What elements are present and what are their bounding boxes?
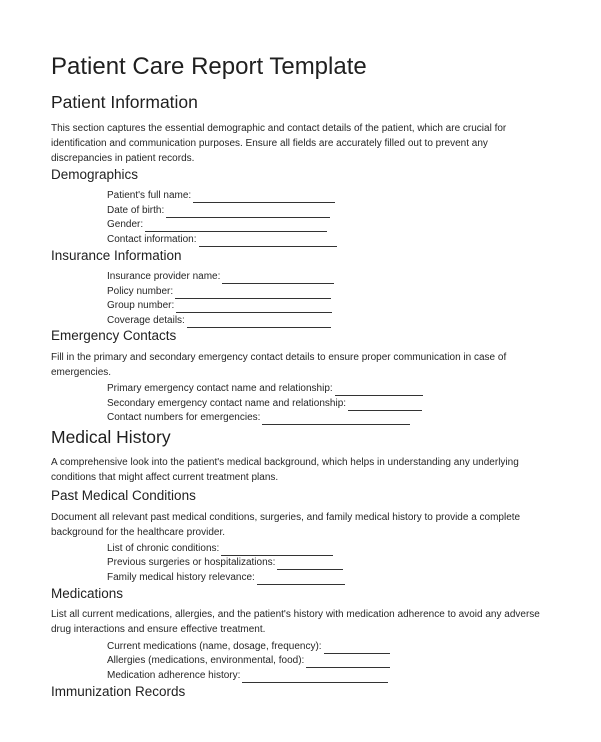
immunization-records-heading: Immunization Records bbox=[51, 684, 186, 699]
patient-full-name-field[interactable]: Patient's full name: bbox=[107, 189, 335, 203]
emergency-contacts-description: Fill in the primary and secondary emergency contact details to ensure proper communication in case of emergencies. bbox=[51, 352, 507, 378]
past-medical-conditions-description: Document all relevant past medical conditions, surgeries, and family medical history to provide a complete background for the healthcare provider. bbox=[51, 512, 521, 538]
primary-emergency-contact-blank[interactable] bbox=[335, 385, 423, 396]
patient-information-description: This section captures the essential demographic and contact details of the patient, which are crucial for identification and communication purposes. Ensure all fields are accurately filled out to prevent any discrepancies in patient records. bbox=[51, 123, 507, 164]
medications-heading: Medications bbox=[51, 586, 124, 601]
emergency-contacts-heading: Emergency Contacts bbox=[51, 328, 177, 343]
date-of-birth-field[interactable]: Date of birth: bbox=[107, 204, 330, 218]
past-medical-conditions-heading: Past Medical Conditions bbox=[51, 488, 196, 503]
coverage-details-blank[interactable] bbox=[187, 317, 331, 328]
insurance-provider-field[interactable]: Insurance provider name: bbox=[107, 270, 334, 284]
policy-number-blank[interactable] bbox=[175, 288, 331, 299]
group-number-field[interactable]: Group number: bbox=[107, 299, 332, 313]
primary-emergency-contact-field[interactable]: Primary emergency contact name and relationship: bbox=[107, 382, 423, 396]
medication-adherence-field[interactable]: Medication adherence history: bbox=[107, 669, 388, 683]
previous-surgeries-field[interactable]: Previous surgeries or hospitalizations: bbox=[107, 556, 343, 570]
group-number-blank[interactable] bbox=[176, 302, 332, 313]
family-medical-history-blank[interactable] bbox=[257, 574, 345, 585]
coverage-details-field[interactable]: Coverage details: bbox=[107, 314, 331, 328]
demographics-heading: Demographics bbox=[51, 167, 139, 182]
gender-field[interactable]: Gender: bbox=[107, 218, 327, 232]
chronic-conditions-field[interactable]: List of chronic conditions: bbox=[107, 542, 333, 556]
current-medications-field[interactable]: Current medications (name, dosage, frequency): bbox=[107, 640, 390, 654]
secondary-emergency-contact-field[interactable]: Secondary emergency contact name and relationship: bbox=[107, 397, 422, 411]
contact-information-blank[interactable] bbox=[199, 236, 337, 247]
previous-surgeries-blank[interactable] bbox=[277, 559, 343, 570]
medical-history-heading: Medical History bbox=[51, 427, 171, 447]
medical-history-description: A comprehensive look into the patient's medical background, which helps in understanding any underlying conditions that might affect current treatment plans. bbox=[51, 457, 519, 483]
insurance-heading: Insurance Information bbox=[51, 248, 182, 263]
medication-adherence-blank[interactable] bbox=[242, 672, 388, 683]
allergies-blank[interactable] bbox=[306, 657, 390, 668]
page-title: Patient Care Report Template bbox=[51, 53, 367, 80]
chronic-conditions-blank[interactable] bbox=[221, 545, 333, 556]
allergies-field[interactable]: Allergies (medications, environmental, food): bbox=[107, 654, 390, 668]
medications-description: List all current medications, allergies, and the patient's history with medication adherence to avoid any adverse drug interactions and ensure effective treatment. bbox=[51, 609, 540, 635]
secondary-emergency-contact-blank[interactable] bbox=[348, 400, 422, 411]
patient-information-heading: Patient Information bbox=[51, 92, 198, 112]
emergency-numbers-blank[interactable] bbox=[262, 414, 410, 425]
gender-blank[interactable] bbox=[145, 221, 327, 232]
policy-number-field[interactable]: Policy number: bbox=[107, 285, 331, 299]
emergency-numbers-field[interactable]: Contact numbers for emergencies: bbox=[107, 411, 410, 425]
family-medical-history-field[interactable]: Family medical history relevance: bbox=[107, 571, 345, 585]
patient-full-name-blank[interactable] bbox=[193, 192, 335, 203]
insurance-provider-blank[interactable] bbox=[222, 273, 334, 284]
date-of-birth-blank[interactable] bbox=[166, 207, 330, 218]
current-medications-blank[interactable] bbox=[324, 643, 390, 654]
contact-information-field[interactable]: Contact information: bbox=[107, 233, 337, 247]
